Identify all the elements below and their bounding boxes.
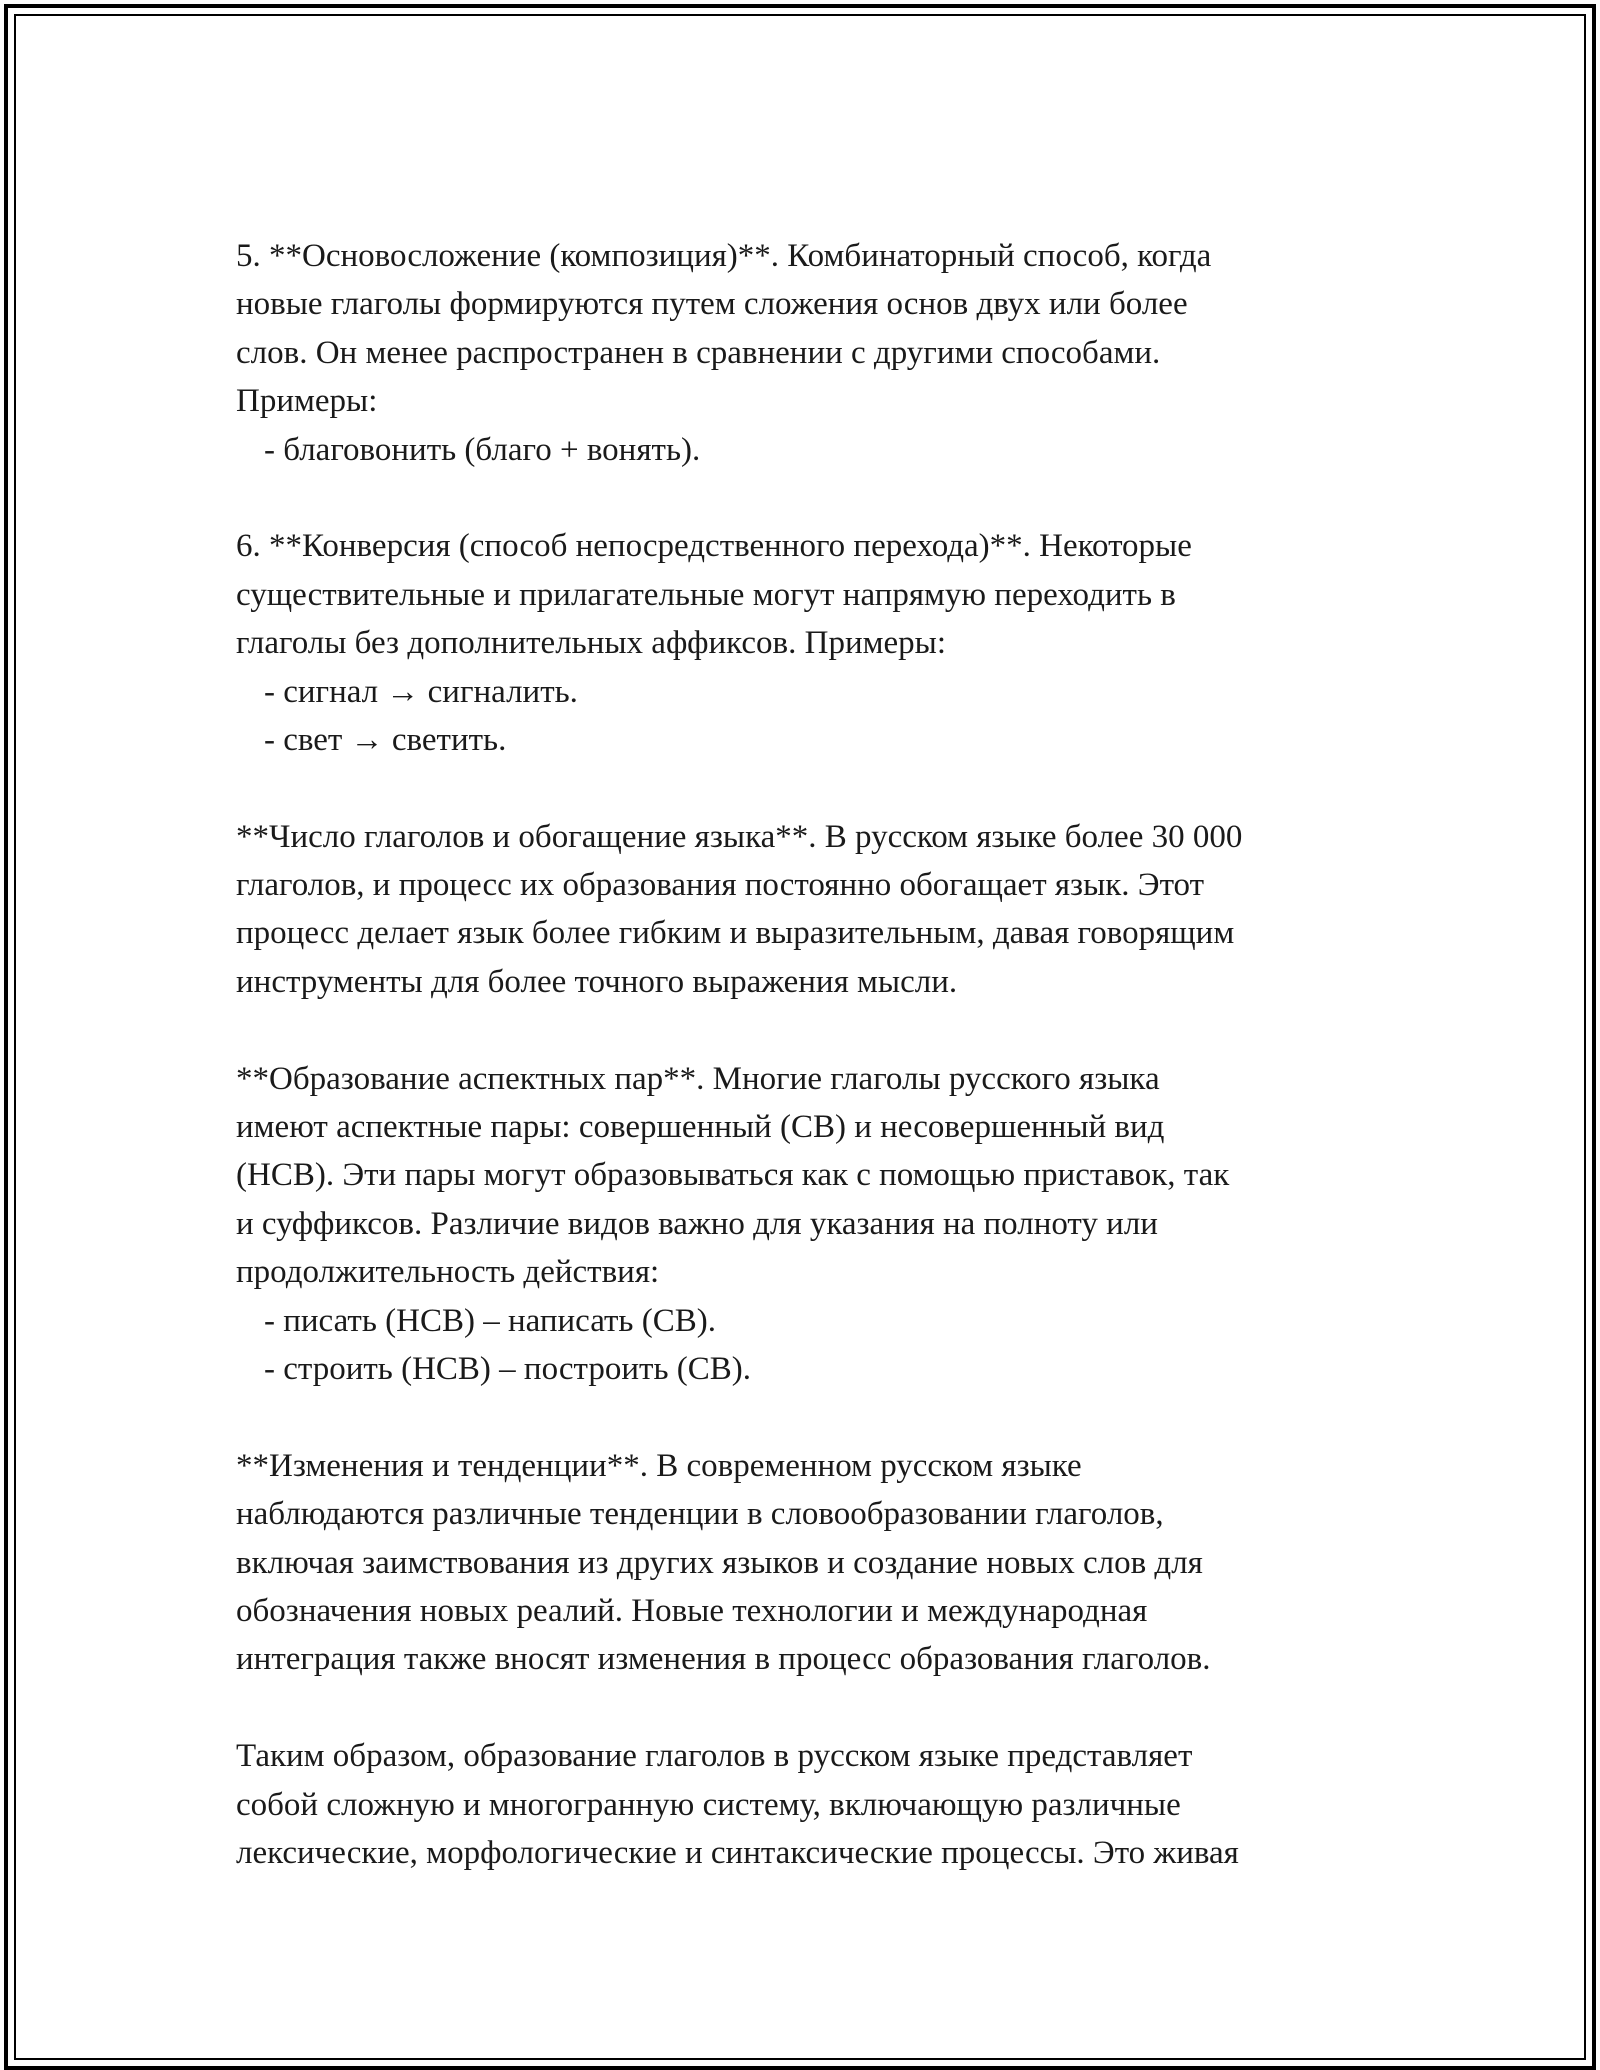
blank-line bbox=[236, 1006, 1396, 1054]
text-line: Таким образом, образование глаголов в русском языке представляет bbox=[236, 1738, 1193, 1775]
text-line: имеют аспектные пары: совершенный (СВ) и несовершенный вид bbox=[236, 1109, 1165, 1146]
text-line: новые глаголы формируются путем сложения основ двух или более bbox=[236, 286, 1188, 323]
text-line: наблюдаются различные тенденции в словообразовании глаголов, bbox=[236, 1496, 1164, 1533]
text-line: собой сложную и многогранную систему, включающую различные bbox=[236, 1786, 1181, 1823]
document-body bbox=[236, 232, 1396, 1877]
text-line: слов. Он менее распространен в сравнении с другими способами. bbox=[236, 334, 1161, 371]
list-item-line: - строить (НСВ) – построить (СВ). bbox=[264, 1350, 752, 1387]
text-line: процесс делает язык более гибким и выразительным, давая говорящим bbox=[236, 915, 1235, 952]
text-line: существительные и прилагательные могут напрямую переходить в bbox=[236, 576, 1176, 613]
text-line: и суффиксов. Различие видов важно для указания на полноту или bbox=[236, 1205, 1158, 1242]
list-item-line: - свет → светить. bbox=[264, 721, 507, 758]
text-line: лексические, морфологические и синтаксические процессы. Это живая bbox=[236, 1834, 1239, 1871]
text-line: глаголы без дополнительных аффиксов. Примеры: bbox=[236, 625, 946, 662]
text-line: 6. **Конверсия (способ непосредственного перехода)**. Некоторые bbox=[236, 528, 1192, 565]
text-line: **Число глаголов и обогащение языка**. В русском языке более 30 000 bbox=[236, 818, 1243, 855]
blank-line bbox=[236, 474, 1396, 522]
text-line: (НСВ). Эти пары могут образовываться как с помощью приставок, так bbox=[236, 1157, 1230, 1194]
blank-line bbox=[236, 1393, 1396, 1441]
text-line: продолжительность действия: bbox=[236, 1254, 660, 1291]
list-item-line: - сигнал → сигналить. bbox=[264, 673, 578, 710]
list-item-line: - писать (НСВ) – написать (СВ). bbox=[264, 1302, 716, 1339]
text-line: инструменты для более точного выражения мысли. bbox=[236, 963, 958, 1000]
text-line: интеграция также вносят изменения в процесс образования глаголов. bbox=[236, 1641, 1211, 1678]
text-line: включая заимствования из других языков и создание новых слов для bbox=[236, 1544, 1203, 1581]
text-line: глаголов, и процесс их образования постоянно обогащает язык. Этот bbox=[236, 867, 1205, 904]
text-line: 5. **Основосложение (композиция)**. Комбинаторный способ, когда bbox=[236, 238, 1212, 274]
blank-line bbox=[236, 764, 1396, 812]
text-line: Примеры: bbox=[236, 383, 378, 420]
list-item-line: - благовонить (благо + вонять). bbox=[264, 431, 701, 468]
blank-line bbox=[236, 1684, 1396, 1732]
text-line: обозначения новых реалий. Новые технологии и международная bbox=[236, 1592, 1148, 1629]
text-line: **Образование аспектных пар**. Многие глаголы русского языка bbox=[236, 1060, 1160, 1097]
text-line: **Изменения и тенденции**. В современном русском языке bbox=[236, 1447, 1082, 1484]
